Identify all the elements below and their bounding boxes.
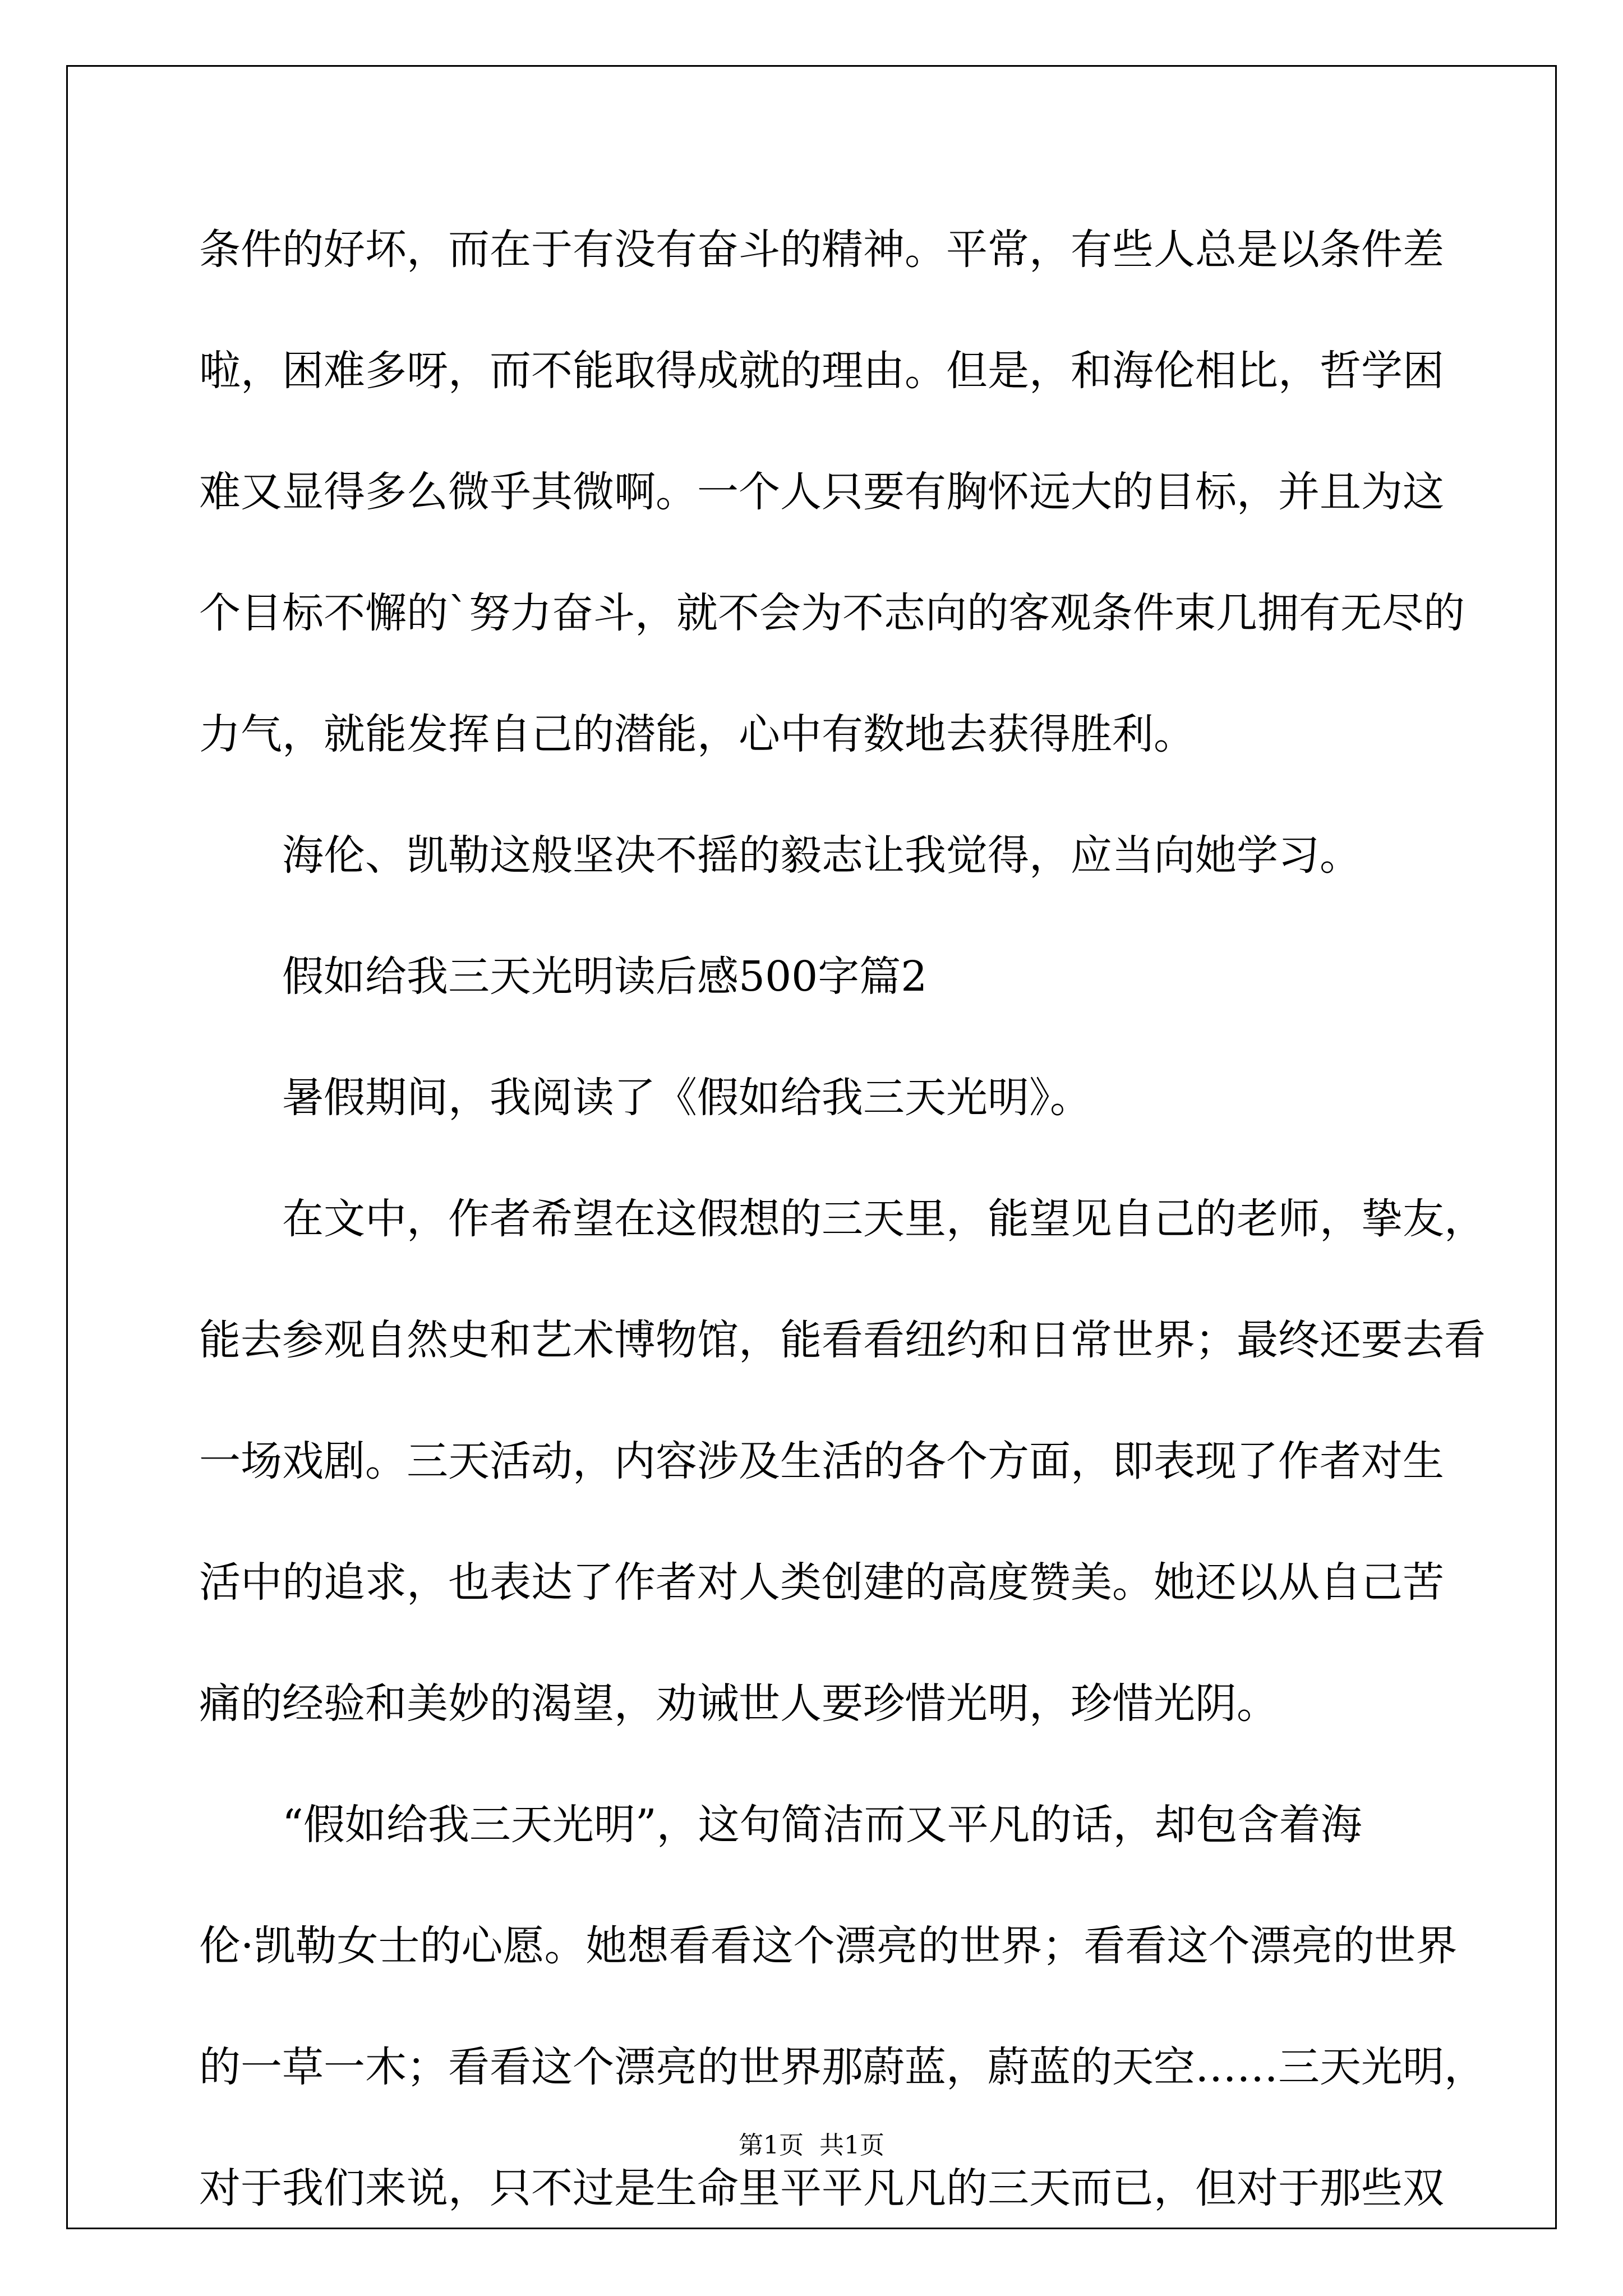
text-line: 力气，就能发挥自己的潜能，心中有数地去获得胜利。 xyxy=(199,710,1195,758)
paragraph-line: 在文中，作者希望在这假想的三天里，能望见自己的老师，挚友， xyxy=(282,1195,1486,1243)
text-line: 的一草一木；看看这个漂亮的世界那蔚蓝，蔚蓝的天空……三天光明， xyxy=(199,2043,1486,2091)
text-line: 一场戏剧。三天活动，内容涉及生活的各个方面，即表现了作者对生 xyxy=(199,1437,1444,1485)
text-line: 痛的经验和美妙的渴望，劝诫世人要珍惜光明，珍惜光阴。 xyxy=(199,1680,1278,1728)
paragraph-line: “假如给我三天光明”，这句简洁而又平凡的话，却包含着海 xyxy=(282,1801,1362,1849)
page-number-footer: 第1页 共1页 xyxy=(739,2131,884,2160)
text-line: 伦·凯勒女士的心愿。她想看看这个漂亮的世界；看看这个漂亮的世界 xyxy=(199,1922,1458,1970)
text-line: 啦，困难多呀，而不能取得成就的理由。但是，和海伦相比，哲学困 xyxy=(199,347,1444,395)
text-line: 能去参观自然史和艺术博物馆，能看看纽约和日常世界；最终还要去看 xyxy=(199,1316,1486,1364)
text-line: 活中的追求，也表达了作者对人类创建的高度赞美。她还以从自己苦 xyxy=(199,1558,1444,1607)
paragraph-line: 暑假期间，我阅读了《假如给我三天光明》。 xyxy=(282,1074,1091,1122)
paragraph-line: 海伦、凯勒这般坚决不摇的毅志让我觉得，应当向她学习。 xyxy=(282,831,1361,880)
text-line: 对于我们来说，只不过是生命里平平凡凡的三天而已，但对于那些双 xyxy=(199,2164,1444,2212)
text-line: 条件的好坏，而在于有没有奋斗的精神。平常，有些人总是以条件差 xyxy=(199,226,1444,274)
text-line: 个目标不懈的`努力奋斗，就不会为不志向的客观条件束几拥有无尽的 xyxy=(199,589,1465,637)
text-line: 难又显得多么微乎其微啊。一个人只要有胸怀远大的目标，并且为这 xyxy=(199,468,1444,516)
section-heading: 假如给我三天光明读后感500字篇2 xyxy=(282,953,928,1001)
